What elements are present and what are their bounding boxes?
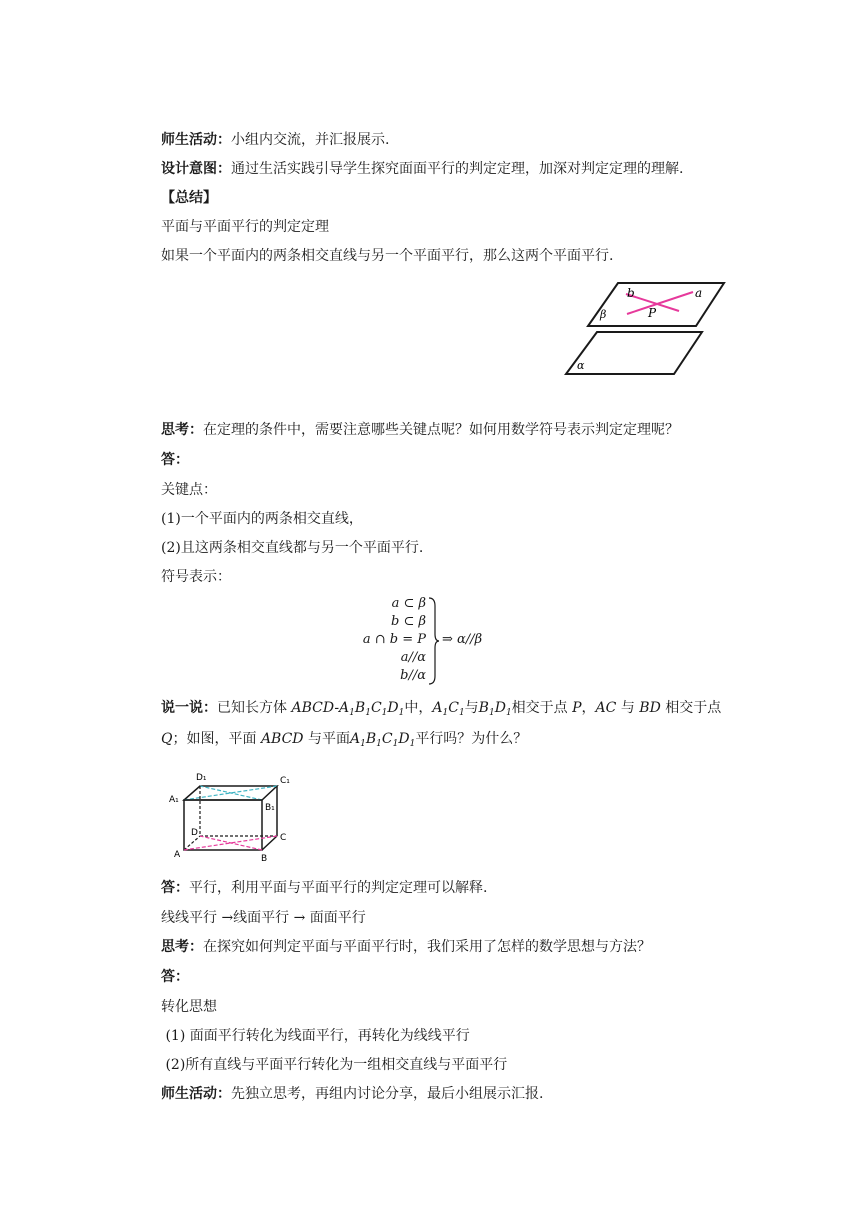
say-text: 相交于点 [660, 700, 722, 716]
say-text: 中， [404, 700, 433, 716]
say-label: 说一说： [161, 700, 217, 716]
activity-label-2: 师生活动： [161, 1086, 231, 1102]
reasoning-chain: 线线平行 →线面平行 → 面面平行 [161, 910, 366, 926]
theorem-formula [364, 596, 504, 688]
say-text: 与平面 [303, 731, 350, 747]
think-label-2: 思考： [161, 939, 203, 955]
answer-text-2: 平行，利用平面与平面平行的判定定理可以解释. [189, 880, 488, 896]
think-paragraph-1 [161, 421, 679, 439]
activity-label: 师生活动： [161, 132, 231, 148]
say-math: AC [595, 700, 617, 716]
vertex-C: C [280, 833, 287, 843]
design-intent-label: 设计意图： [161, 161, 231, 177]
say-text: 平行吗？为什么？ [415, 731, 528, 747]
think-paragraph-2 [161, 938, 651, 956]
front-face [184, 800, 262, 850]
label-beta: β [600, 308, 607, 321]
vertex-A1: A₁ [169, 795, 179, 805]
condition-2: b ⊂ β [391, 614, 426, 629]
think-label: 思考： [161, 422, 203, 438]
vertex-D: D [191, 828, 198, 838]
say-math: ABCD [291, 700, 335, 716]
right-brace [428, 596, 440, 686]
label-P: P [648, 306, 657, 320]
activity-paragraph-2 [161, 1085, 543, 1103]
condition-4: a//α [400, 650, 426, 665]
theorem-text: 如果一个平面内的两条相交直线与另一个平面平行，那么这两个平面平行. [161, 248, 614, 264]
design-intent-paragraph [161, 160, 683, 178]
condition-1: a ⊂ β [391, 596, 426, 611]
idea-title: 转化思想 [161, 999, 217, 1015]
theorem-title: 平面与平面平行的判定定理 [161, 219, 329, 235]
think-text: 在定理的条件中，需要注意哪些关键点呢？如何用数学符号表示判定定理呢？ [203, 422, 679, 438]
say-math: $A_1B_1C_1D_1$ [350, 731, 416, 749]
think-text-2: 在探究如何判定平面与平面平行时，我们采用了怎样的数学思想与方法？ [203, 939, 651, 955]
top-diagonal-b1d1 [200, 786, 262, 800]
vertex-D1: D₁ [196, 773, 207, 783]
activity-text: 小组内交流，并汇报展示. [231, 132, 390, 148]
say-math: Q [161, 731, 173, 747]
say-text: 相交于点 [511, 700, 573, 716]
summary-heading: 【总结】 [161, 190, 217, 206]
conclusion: ⇒ α//β [442, 632, 483, 647]
say-paragraph-line-2 [161, 730, 527, 753]
activity-paragraph-1 [161, 131, 389, 149]
condition-5: b//α [400, 668, 426, 683]
key-points-label: 关键点： [161, 482, 217, 498]
key-point-2: (2)且这两条相交直线都与另一个平面平行. [161, 540, 424, 556]
label-alpha: α [577, 359, 585, 372]
key-point-1: (1)一个平面内的两条相交直线， [161, 511, 363, 527]
idea-point-1: (1) 面面平行转化为线面平行，再转化为线线平行 [161, 1028, 470, 1044]
vertex-A: A [174, 850, 181, 860]
vertex-B: B [261, 854, 268, 864]
say-math: - [334, 700, 340, 716]
say-text: 与 [464, 700, 479, 716]
label-b: b [627, 286, 635, 300]
say-math: P [572, 700, 582, 716]
say-math: BD [639, 700, 661, 716]
say-math: $B_1D_1$ [478, 700, 512, 718]
say-text: ， [581, 700, 596, 716]
vertex-C1: C₁ [280, 776, 290, 786]
say-text: 已知长方体 [217, 700, 292, 716]
vertex-B1: B₁ [265, 803, 275, 813]
answer-label-2: 答： [161, 880, 189, 896]
say-text: 与 [616, 700, 640, 716]
say-text: ；如图，平面 [172, 731, 261, 747]
parallel-planes-figure [560, 280, 730, 378]
symbol-label: 符号表示： [161, 569, 231, 585]
condition-3: a ∩ b = P [362, 632, 426, 647]
cuboid-figure [164, 766, 294, 866]
say-math: ABCD [260, 731, 304, 747]
answer-label-3: 答： [161, 969, 189, 985]
answer-paragraph-2 [161, 879, 487, 897]
answer-label-1: 答： [161, 452, 189, 468]
say-paragraph-line-1 [161, 699, 721, 722]
label-a: a [695, 286, 703, 300]
activity-text-2: 先独立思考，再组内讨论分享，最后小组展示汇报. [231, 1086, 544, 1102]
say-math: $A_1B_1C_1D_1$ [339, 700, 405, 718]
line-a [627, 292, 693, 314]
design-intent-text: 通过生活实践引导学生探究面面平行的判定定理，加深对判定定理的理解. [231, 161, 684, 177]
bottom-diagonal-bd [200, 836, 262, 850]
plane-alpha [566, 332, 702, 374]
idea-point-2: (2)所有直线与平面平行转化为一组相交直线与平面平行 [161, 1057, 508, 1073]
say-math: $A_1C_1$ [432, 700, 465, 718]
